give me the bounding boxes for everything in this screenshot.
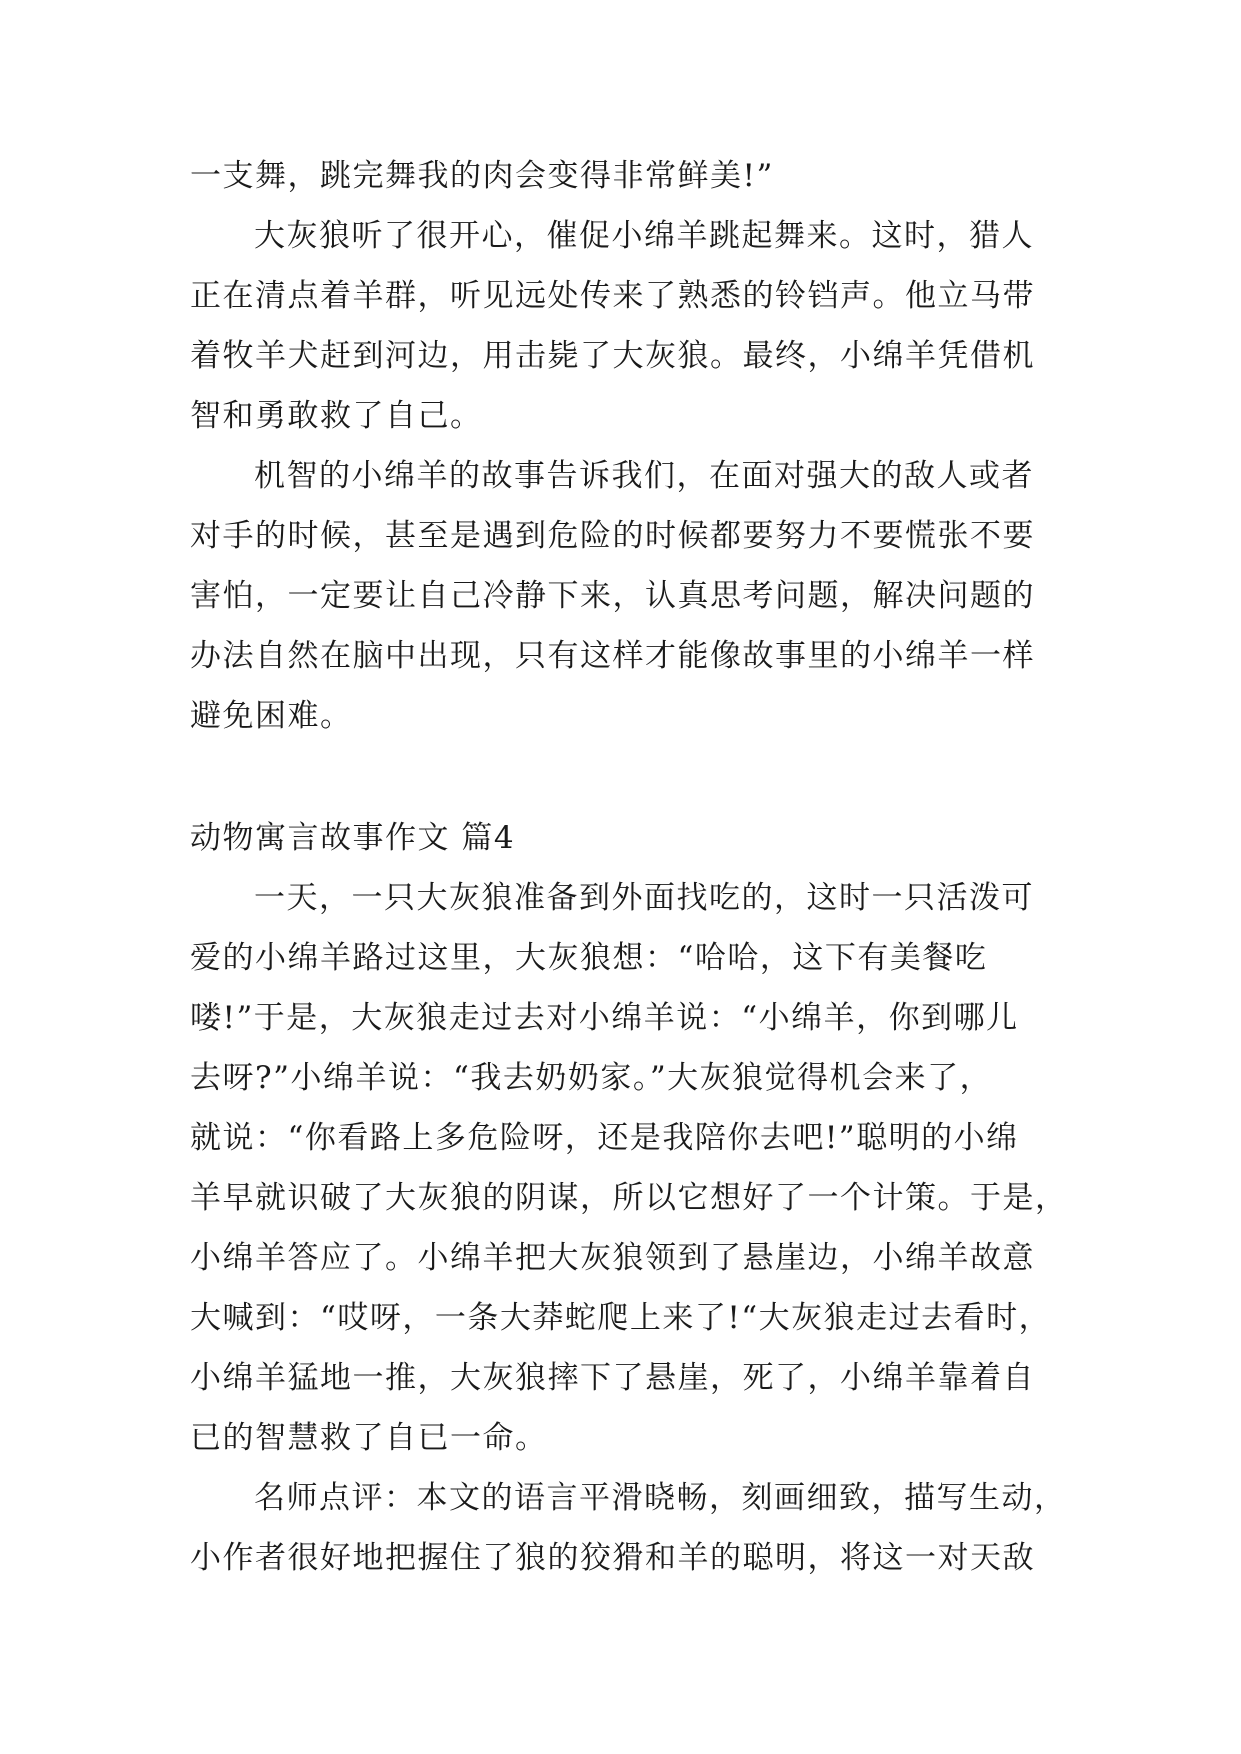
text-line: 大喊到：“哎呀，一条大莽蛇爬上来了!“大灰狼走过去看时， [190, 1300, 1052, 1336]
text-line: 去呀?”小绵羊说：“我去奶奶家。”大灰狼觉得机会来了， [190, 1060, 993, 1096]
text-line: 小绵羊答应了。小绵羊把大灰狼领到了悬崖边，小绵羊故意 [190, 1240, 1035, 1276]
text-line: 就说：“你看路上多危险呀，还是我陪你去吧!”聪明的小绵 [190, 1120, 1019, 1156]
text-line: 对手的时候，甚至是遇到危险的时候都要努力不要慌张不要 [190, 518, 1035, 554]
text-line: 机智的小绵羊的故事告诉我们，在面对强大的敌人或者 [254, 458, 1034, 494]
text-line: 正在清点着羊群，听见远处传来了熟悉的铃铛声。他立马带 [190, 278, 1035, 314]
text-line: 办法自然在脑中出现，只有这样才能像故事里的小绵羊一样 [190, 638, 1035, 674]
text-line: 小作者很好地把握住了狼的狡猾和羊的聪明，将这一对天敌 [190, 1540, 1035, 1576]
section-heading: 动物寓言故事作文 篇4 [190, 820, 516, 856]
continuation-paragraph [190, 146, 1050, 206]
text-line: 喽!”于是，大灰狼走过去对小绵羊说：“小绵羊，你到哪儿 [190, 1000, 1019, 1036]
text-line: 一支舞，跳完舞我的肉会变得非常鲜美!” [190, 158, 774, 194]
text-line: 着牧羊犬赶到河边，用击毙了大灰狼。最终，小绵羊凭借机 [190, 338, 1035, 374]
text-line: 小绵羊猛地一推，大灰狼摔下了悬崖，死了，小绵羊靠着自 [190, 1360, 1035, 1396]
text-line: 一天，一只大灰狼准备到外面找吃的，这时一只活泼可 [254, 880, 1034, 916]
text-line: 避免困难。 [190, 698, 353, 734]
paragraph-story [190, 868, 1068, 1468]
text-line: 智和勇敢救了自己。 [190, 398, 483, 434]
document-body [190, 146, 1068, 1588]
text-line: 爱的小绵羊路过这里，大灰狼想：“哈哈，这下有美餐吃 [190, 940, 988, 976]
section-gap [190, 746, 1050, 808]
text-line: 大灰狼听了很开心，催促小绵羊跳起舞来。这时，猎人 [254, 218, 1034, 254]
text-line: 已的智慧救了自已一命。 [190, 1420, 548, 1456]
text-line: 名师点评：本文的语言平滑晓畅，刻画细致，描写生动， [254, 1480, 1067, 1516]
text-line: 害怕，一定要让自己冷静下来，认真思考问题，解决问题的 [190, 578, 1035, 614]
paragraph-hunter [190, 206, 1050, 446]
text-line: 羊早就识破了大灰狼的阴谋，所以它想好了一个计策。于是， [190, 1180, 1068, 1216]
paragraph-moral [190, 446, 1050, 746]
paragraph-teacher-comment [190, 1468, 1067, 1588]
